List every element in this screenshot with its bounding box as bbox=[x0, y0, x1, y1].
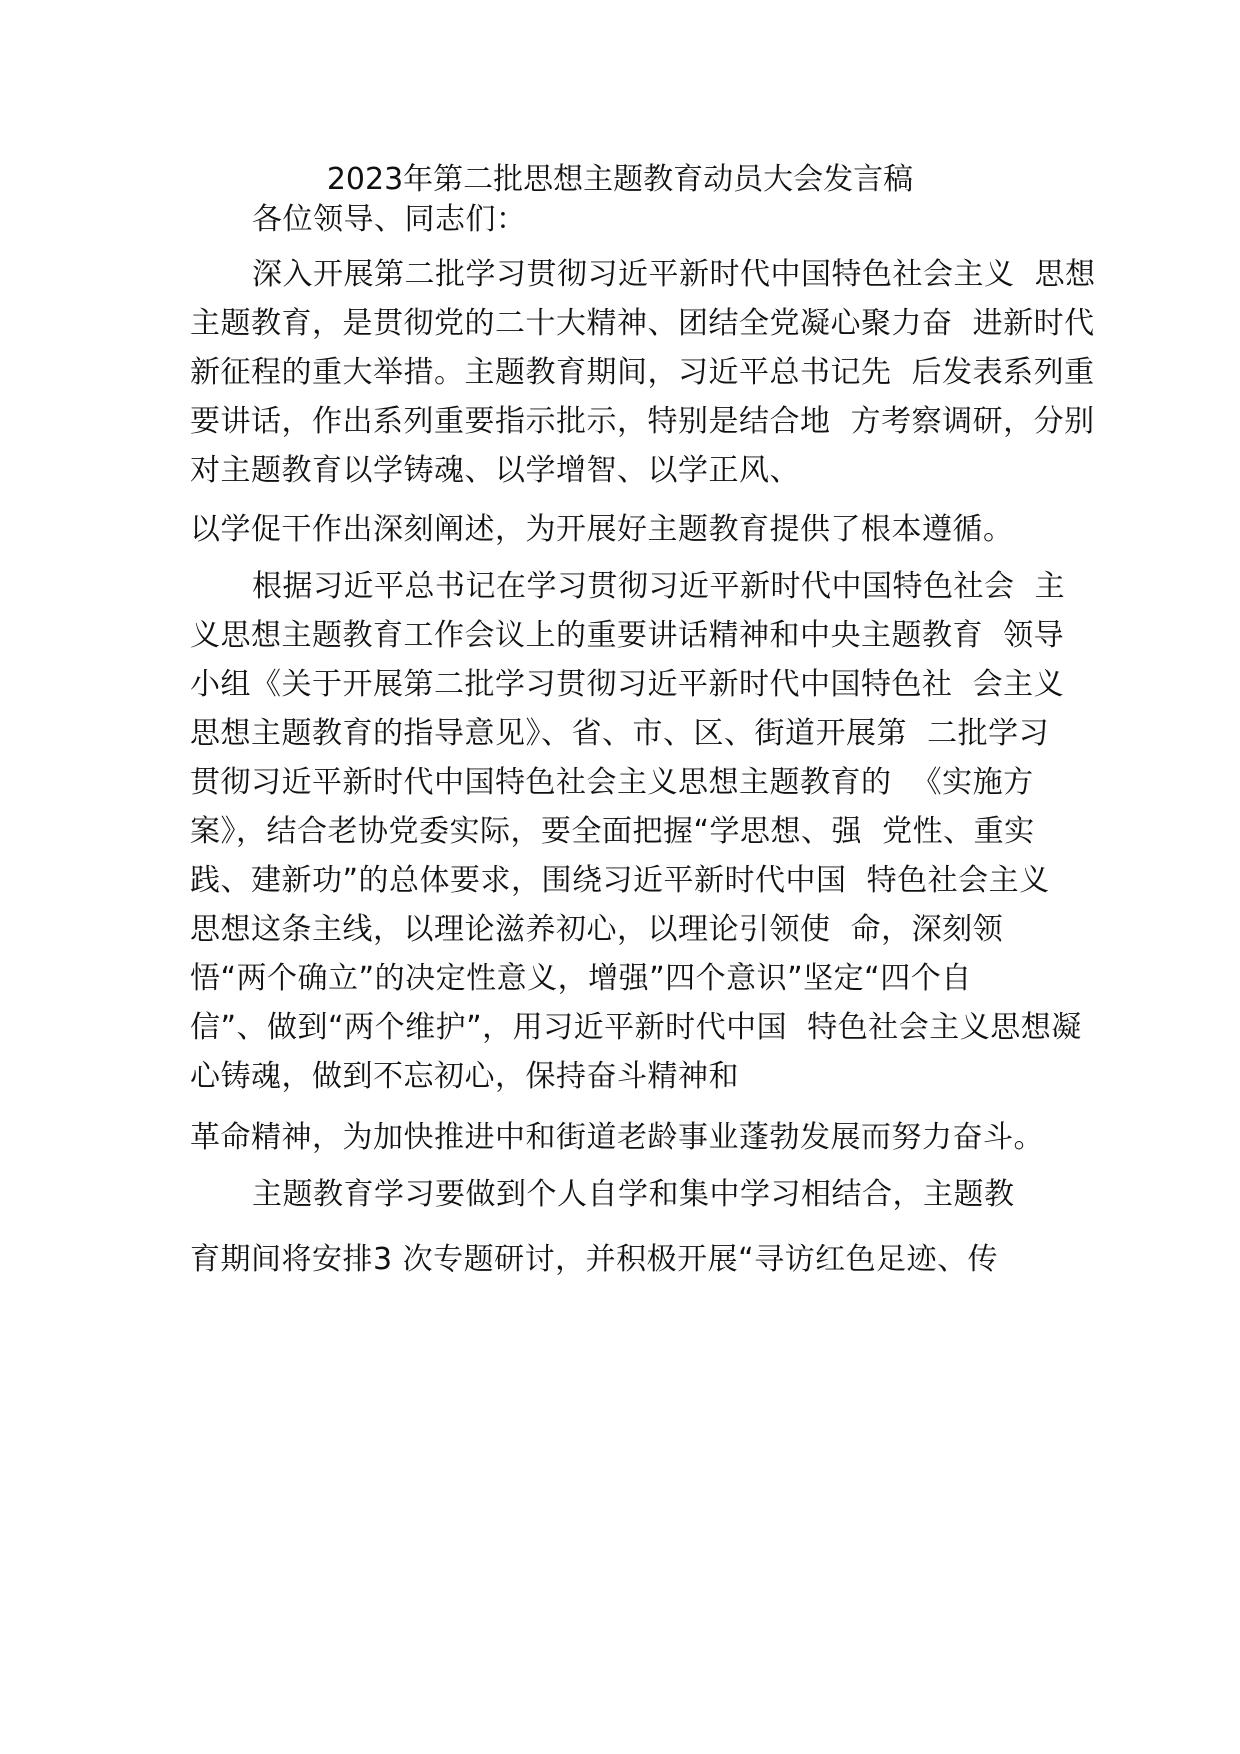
salutation: 各位领导、同志们： bbox=[252, 202, 527, 237]
paragraph-2-line-3: 小组《关于开展第二批学习贯彻习近平新时代中国特色社 会主义 bbox=[190, 667, 1065, 702]
paragraph-3-line-1: 主题教育学习要做到个人自学和集中学习相结合，主题教 bbox=[252, 1177, 1015, 1212]
paragraph-2-line-1: 根据习近平总书记在学习贯彻习近平新时代中国特色社会 主 bbox=[252, 569, 1066, 604]
paragraph-2-line-10: 信”、做到“两个维护”，用习近平新时代中国 特色社会主义思想凝 bbox=[190, 1010, 1082, 1045]
paragraph-3-line-2: 育期间将安排3 次专题研讨，并积极开展“寻访红色足迹、传 bbox=[190, 1242, 999, 1277]
document-title: 2023年第二批思想主题教育动员大会发言稿 bbox=[326, 162, 914, 197]
paragraph-2-line-8: 思想这条主线，以理论滋养初心，以理论引领使 命，深刻领 bbox=[190, 912, 1004, 947]
paragraph-2-line-5: 贯彻习近平新时代中国特色社会主义思想主题教育的 《实施方 bbox=[190, 765, 1034, 800]
paragraph-2-line-7: 践、建新功”的总体要求，围绕习近平新时代中国 特色社会主义 bbox=[190, 863, 1050, 898]
paragraph-2-line-12: 革命精神，为加快推进中和街道老龄事业蓬勃发展而努力奋斗。 bbox=[190, 1120, 1044, 1155]
paragraph-2-line-6: 案》，结合老协党委实际，要全面把握“学思想、强 党性、重实 bbox=[190, 814, 1035, 849]
paragraph-2-line-9: 悟“两个确立”的决定性意义，增强”四个意识”坚定“四个自 bbox=[190, 961, 972, 996]
paragraph-1-line-4: 要讲话，作出系列重要指示批示，特别是结合地 方考察调研，分别 bbox=[190, 404, 1095, 439]
paragraph-2-line-2: 义思想主题教育工作会议上的重要讲话精神和中央主题教育 领导 bbox=[190, 618, 1065, 653]
paragraph-1-line-1: 深入开展第二批学习贯彻习近平新时代中国特色社会主义 思想 bbox=[252, 257, 1096, 292]
paragraph-1-line-2: 主题教育，是贯彻党的二十大精神、团结全党凝心聚力奋 进新时代 bbox=[190, 306, 1095, 341]
paragraph-1-line-6: 以学促干作出深刻阐述，为开展好主题教育提供了根本遵循。 bbox=[190, 512, 1014, 547]
paragraph-1-line-5: 对主题教育以学铸魂、以学增智、以学正风、 bbox=[190, 453, 800, 488]
paragraph-2-line-11: 心铸魂，做到不忘初心，保持奋斗精神和 bbox=[190, 1059, 739, 1094]
paragraph-2-line-4: 思想主题教育的指导意见》、省、市、区、街道开展第 二批学习 bbox=[190, 716, 1050, 751]
paragraph-1-line-3: 新征程的重大举措。主题教育期间，习近平总书记先 后发表系列重 bbox=[190, 355, 1095, 390]
